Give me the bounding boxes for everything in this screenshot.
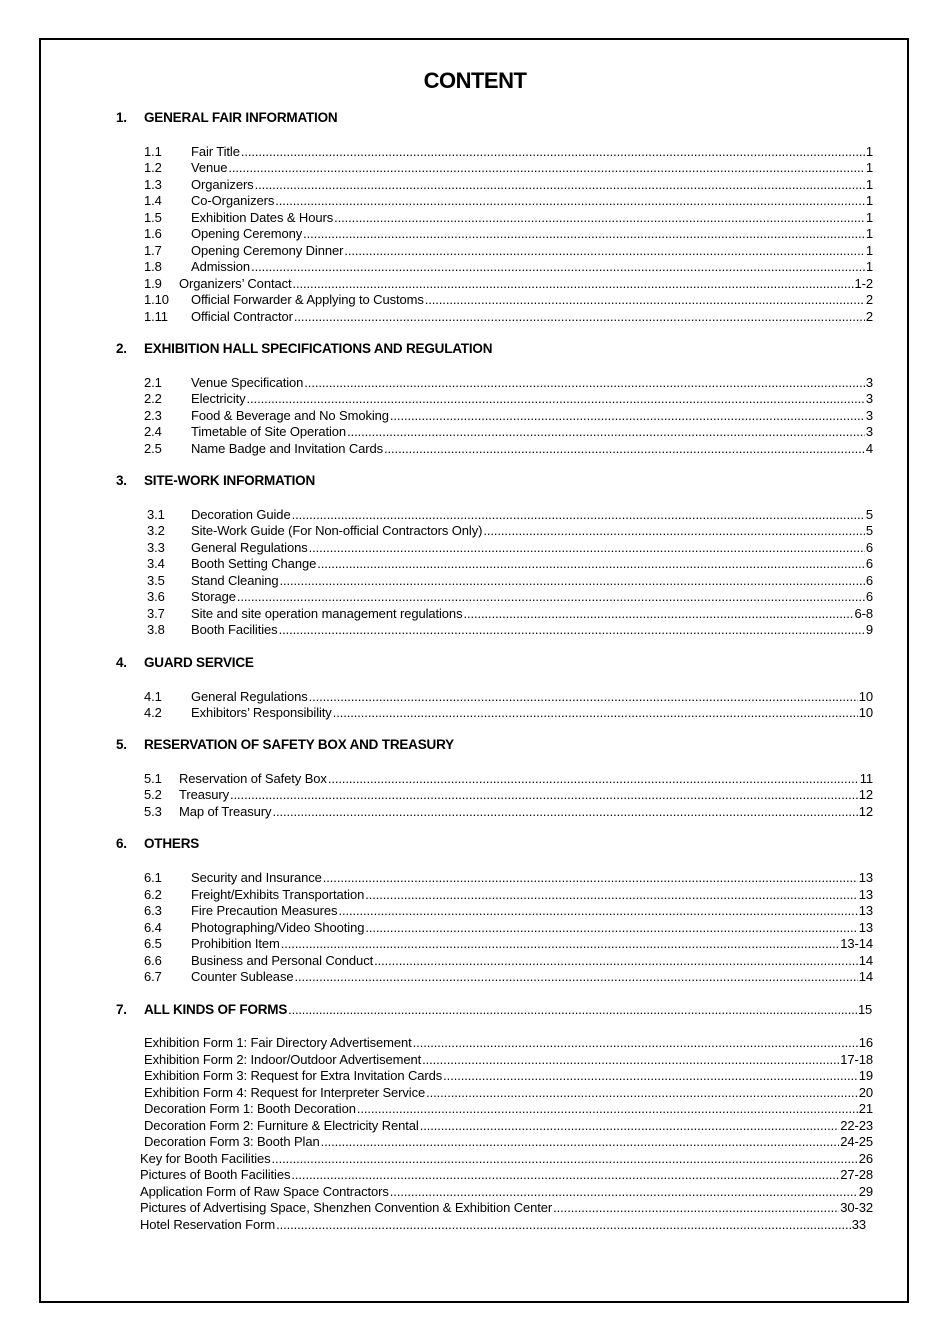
page-number: 1 — [865, 177, 873, 192]
section-heading-4: 4. GUARD SERVICE — [116, 655, 254, 670]
toc-entry: Exhibition Form 2: Indoor/Outdoor Advertisement ..... 17-18 — [144, 1052, 873, 1067]
page-number: 33 — [851, 1217, 866, 1232]
toc-entry: 5.3 Map of Treasury ..... 12 — [144, 804, 873, 819]
page-number: 12 — [858, 804, 873, 819]
toc-entry: Key for Booth Facilities ..... 26 — [140, 1151, 873, 1166]
toc-entry: 2.5 Name Badge and Invitation Cards ..... 4 — [144, 441, 873, 456]
toc-entry: 3.4 Booth Setting Change ..... 6 — [147, 556, 873, 571]
toc-entry: 1.8 Admission ..... 1 — [144, 259, 873, 274]
toc-entry: 1.10 Official Forwarder & Applying to Customs ..... 2 — [144, 292, 873, 307]
section-heading-6: 6. OTHERS — [116, 836, 200, 851]
page-number: 1-2 — [854, 276, 873, 291]
page-number: 20 — [858, 1085, 873, 1100]
page-number: 16 — [858, 1035, 873, 1050]
page-number: 6 — [865, 589, 873, 604]
page-number: 6 — [865, 573, 873, 588]
page-number: 10 — [858, 705, 873, 720]
toc-entry: 6.1 Security and Insurance ..... 13 — [144, 870, 873, 885]
toc-entry: Hotel Reservation Form ..... 33 — [140, 1217, 866, 1232]
toc-entry: 3.7 Site and site operation management regulations ..... 6-8 — [147, 606, 873, 621]
toc-entry: 3.3 General Regulations ..... 6 — [147, 540, 873, 555]
page-number: 13 — [858, 870, 873, 885]
toc-entry: 4.2 Exhibitors’ Responsibility ..... 10 — [144, 705, 873, 720]
toc-entry: 6.3 Fire Precaution Measures ..... 13 — [144, 903, 873, 918]
toc-entry: Exhibition Form 3: Request for Extra Invitation Cards ..... 19 — [144, 1068, 873, 1083]
page-number: 2 — [865, 309, 873, 324]
toc-entry: Pictures of Booth Facilities ..... 27-28 — [140, 1167, 873, 1182]
page-number: 13 — [858, 887, 873, 902]
leader-dots — [288, 1002, 857, 1017]
toc-entry: 2.4 Timetable of Site Operation ..... 3 — [144, 424, 873, 439]
page-number: 26 — [858, 1151, 873, 1166]
page-number: 19 — [858, 1068, 873, 1083]
page-number: 1 — [865, 243, 873, 258]
section-heading-2: 2. EXHIBITION HALL SPECIFICATIONS AND REGULATION — [116, 341, 493, 356]
toc-entry: 3.1 Decoration Guide ..... 5 — [147, 507, 873, 522]
page-number: 1 — [865, 226, 873, 241]
page-title: CONTENT — [423, 68, 527, 93]
page-number: 6 — [865, 540, 873, 555]
page-number: 3 — [865, 424, 873, 439]
page-number: 12 — [858, 787, 873, 802]
toc-entry: Decoration Form 2: Furniture & Electricity Rental ..... 22-23 — [144, 1118, 873, 1133]
toc-entry: 6.2 Freight/Exhibits Transportation ..... 13 — [144, 887, 873, 902]
page-number: 3 — [865, 375, 873, 390]
page-number: 3 — [865, 408, 873, 423]
toc-entry: 6.7 Counter Sublease ..... 14 — [144, 969, 873, 984]
toc-entry: Application Form of Raw Space Contractors ..... 29 — [140, 1184, 873, 1199]
toc-entry: Exhibition Form 4: Request for Interpreter Service ..... 20 — [144, 1085, 873, 1100]
page-number: 10 — [858, 689, 873, 704]
page-number: 3 — [865, 391, 873, 406]
page-number: 21 — [858, 1101, 873, 1116]
toc-entry: 1.7 Opening Ceremony Dinner ..... 1 — [144, 243, 873, 258]
toc-entry: 1.4 Co-Organizers ..... 1 — [144, 193, 873, 208]
page-number: 1 — [865, 193, 873, 208]
page-number: 13 — [858, 903, 873, 918]
toc-entry: 2.1 Venue Specification ..... 3 — [144, 375, 873, 390]
toc-entry: 5.1 Reservation of Safety Box ..... 11 — [144, 771, 873, 786]
toc-entry: 2.3 Food & Beverage and No Smoking ..... 3 — [144, 408, 873, 423]
toc-entry: 3.2 Site-Work Guide (For Non-official Contractors Only) ..... 5 — [147, 523, 873, 538]
toc-entry: 1.5 Exhibition Dates & Hours ..... 1 — [144, 210, 873, 225]
page-number: 27-28 — [840, 1167, 873, 1182]
page-number: 6-8 — [854, 606, 873, 621]
toc-entry: 5.2 Treasury ..... 12 — [144, 787, 873, 802]
toc-entry: 3.8 Booth Facilities ..... 9 — [147, 622, 873, 637]
page-number: 24-25 — [840, 1134, 873, 1149]
toc-entry: 1.1 Fair Title ..... 1 — [144, 144, 873, 159]
page-number: 15 — [857, 1002, 872, 1017]
page-number: 14 — [858, 953, 873, 968]
page-number: 4 — [865, 441, 873, 456]
page-number: 17-18 — [840, 1052, 873, 1067]
toc-entry: 3.5 Stand Cleaning ..... 6 — [147, 573, 873, 588]
page-number: 1 — [865, 210, 873, 225]
page-number: 14 — [858, 969, 873, 984]
page-number: 30-32 — [840, 1200, 873, 1215]
toc-entry: 1.11 Official Contractor ..... 2 — [144, 309, 873, 324]
toc-entry: Decoration Form 1: Booth Decoration ..... 21 — [144, 1101, 873, 1116]
page-number: 6 — [865, 556, 873, 571]
section-heading-7: 7. ALL KINDS OF FORMS ..... 15 — [116, 1002, 872, 1017]
page-number: 22-23 — [840, 1118, 873, 1133]
page-number: 13-14 — [840, 936, 873, 951]
section-heading-5: 5. RESERVATION OF SAFETY BOX AND TREASURY — [116, 737, 454, 752]
toc-entry: 1.3 Organizers ..... 1 — [144, 177, 873, 192]
page-number: 5 — [865, 507, 873, 522]
toc-entry: 4.1 General Regulations ..... 10 — [144, 689, 873, 704]
toc-entry: 1.2 Venue ..... 1 — [144, 160, 873, 175]
page-number: 1 — [865, 144, 873, 159]
section-heading-1: 1. GENERAL FAIR INFORMATION — [116, 110, 338, 125]
toc-entry: 1.9 Organizers’ Contact ..... 1-2 — [144, 276, 873, 291]
page-number: 9 — [865, 622, 873, 637]
page-number: 29 — [858, 1184, 873, 1199]
toc-entry: 1.6 Opening Ceremony ..... 1 — [144, 226, 873, 241]
page-number: 5 — [865, 523, 873, 538]
page-number: 13 — [858, 920, 873, 935]
page-number: 1 — [865, 259, 873, 274]
toc-entry: 6.4 Photographing/Video Shooting ..... 13 — [144, 920, 873, 935]
page-number: 2 — [865, 292, 873, 307]
toc-entry: 2.2 Electricity ..... 3 — [144, 391, 873, 406]
toc-entry: Decoration Form 3: Booth Plan ..... 24-25 — [144, 1134, 873, 1149]
page-number: 11 — [859, 771, 873, 786]
section-heading-3: 3. SITE-WORK INFORMATION — [116, 473, 316, 488]
toc-entry: Exhibition Form 1: Fair Directory Advertisement ..... 16 — [144, 1035, 873, 1050]
page-number: 1 — [865, 160, 873, 175]
toc-entry: 3.6 Storage ..... 6 — [147, 589, 873, 604]
toc-entry: 6.6 Business and Personal Conduct ..... 14 — [144, 953, 873, 968]
toc-entry: 6.5 Prohibition Item ..... 13-14 — [144, 936, 873, 951]
toc-entry: Pictures of Advertising Space, Shenzhen Convention & Exhibition Center ..... 30-32 — [140, 1200, 873, 1215]
